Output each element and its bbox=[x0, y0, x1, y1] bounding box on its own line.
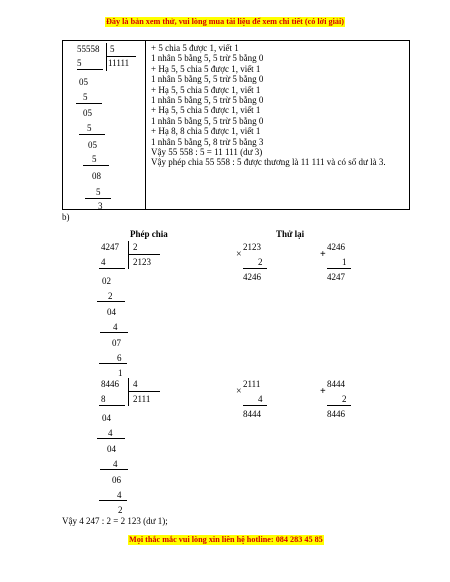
plus-sign: + bbox=[320, 249, 326, 260]
step-line: + Hạ 8, 8 chia 5 được 1, viết 1 bbox=[151, 126, 261, 137]
b1-work-0: 4 bbox=[101, 257, 106, 267]
part-b-label: b) bbox=[62, 212, 70, 222]
step-line: + Hạ 5, 5 chia 5 được 1, viết 1 bbox=[151, 63, 261, 74]
col-header-division: Phép chia bbox=[130, 229, 168, 239]
b2-division-bar bbox=[128, 378, 129, 406]
b1-work-2: 2 bbox=[108, 291, 113, 301]
b2-sub-line bbox=[99, 405, 125, 406]
multiply-sign: × bbox=[236, 249, 242, 260]
step-line: + 5 chia 5 được 1, viết 1 bbox=[151, 43, 239, 53]
m2-line bbox=[243, 405, 267, 406]
b1-work-5: 07 bbox=[112, 338, 121, 348]
a-work-1: 05 bbox=[79, 77, 88, 87]
m2-b: 4 bbox=[258, 394, 263, 404]
a-sub-line bbox=[85, 198, 111, 199]
step-line: 1 nhân 5 bằng 5, 8 trừ 5 bằng 3 bbox=[151, 136, 264, 147]
b1-work-7: 1 bbox=[118, 368, 123, 378]
a-work-3: 05 bbox=[83, 108, 92, 118]
b2-work-2: 4 bbox=[108, 428, 113, 438]
step-line: 1 nhân 5 bằng 5, 5 trừ 5 bằng 0 bbox=[151, 53, 264, 64]
plus-sign: + bbox=[320, 386, 326, 397]
a1-a: 4246 bbox=[327, 242, 345, 252]
b1-work-3: 04 bbox=[107, 307, 116, 317]
a-dividend: 55558 bbox=[77, 44, 100, 54]
a-division-bar bbox=[106, 43, 107, 71]
step-line: Vậy 55 558 : 5 = 11 111 (dư 3) bbox=[151, 147, 263, 158]
b1-sub-line bbox=[99, 268, 125, 269]
a-work-8: 5 bbox=[96, 187, 101, 197]
conclusion-text: Vậy 4 247 : 2 = 2 123 (dư 1); bbox=[62, 516, 168, 526]
a1-result: 4247 bbox=[327, 272, 345, 282]
b2-work-0: 8 bbox=[101, 394, 106, 404]
b1-dividend: 4247 bbox=[101, 242, 119, 252]
a-divisor: 5 bbox=[110, 44, 115, 54]
step-conclusion: Vậy phép chia 55 558 : 5 được thương là 11 111 và có số dư là 3. bbox=[151, 157, 386, 168]
m2-result: 8444 bbox=[243, 409, 261, 419]
step-line: 1 nhân 5 bằng 5, 5 trừ 5 bằng 0 bbox=[151, 74, 264, 85]
step-line: 1 nhân 5 bằng 5, 5 trừ 5 bằng 0 bbox=[151, 95, 264, 106]
b2-quotient-line bbox=[128, 391, 160, 392]
a-work-7: 08 bbox=[92, 171, 101, 181]
a2-a: 8444 bbox=[327, 379, 345, 389]
m1-b: 2 bbox=[258, 257, 263, 267]
a2-result: 8446 bbox=[327, 409, 345, 419]
b2-sub-line bbox=[99, 500, 127, 501]
a-sub-line bbox=[79, 134, 105, 135]
a-work-2: 5 bbox=[83, 92, 88, 102]
a-quotient-line bbox=[106, 56, 136, 57]
b1-sub-line bbox=[99, 363, 127, 364]
b2-work-5: 06 bbox=[112, 475, 121, 485]
step-line: + Hạ 5, 5 chia 5 được 1, viết 1 bbox=[151, 84, 261, 95]
a-sub-line bbox=[76, 103, 102, 104]
step-line: + Hạ 5, 5 chia 5 được 1, viết 1 bbox=[151, 105, 261, 116]
b1-division-bar bbox=[128, 241, 129, 269]
hotline-banner: Mọi thắc mắc vui lòng xin liên hệ hotline: 084 283 45 85 bbox=[129, 535, 323, 544]
b2-sub-line bbox=[100, 469, 128, 470]
a-work-4: 5 bbox=[87, 123, 92, 133]
b1-sub-line bbox=[100, 332, 128, 333]
b2-work-7: 2 bbox=[118, 505, 123, 515]
b2-work-6: 4 bbox=[117, 490, 122, 500]
b1-work-1: 02 bbox=[102, 276, 111, 286]
b1-sub-line bbox=[97, 301, 125, 302]
preview-banner: Đây là bản xem thử, vui lòng mua tài liệu để xem chi tiết (có lời giải) bbox=[106, 17, 345, 26]
m2-a: 2111 bbox=[243, 379, 261, 389]
m1-a: 2123 bbox=[243, 242, 261, 252]
m1-result: 4246 bbox=[243, 272, 261, 282]
a-work-9: 3 bbox=[98, 201, 103, 211]
m1-line bbox=[243, 268, 267, 269]
b2-divisor: 4 bbox=[133, 379, 138, 389]
b1-quotient-line bbox=[128, 254, 160, 255]
b1-quotient: 2123 bbox=[133, 257, 151, 267]
a1-line bbox=[327, 268, 351, 269]
a1-b: 1 bbox=[342, 257, 347, 267]
b2-work-1: 04 bbox=[102, 413, 111, 423]
explanation-steps bbox=[151, 43, 407, 168]
b2-quotient: 2111 bbox=[133, 394, 151, 404]
a-work-0: 5 bbox=[77, 58, 82, 68]
b1-divisor: 2 bbox=[133, 242, 138, 252]
a-quotient: 11111 bbox=[108, 58, 130, 68]
a-sub-line bbox=[77, 69, 103, 70]
a-work-6: 5 bbox=[92, 154, 97, 164]
multiply-sign: × bbox=[236, 386, 242, 397]
b1-work-6: 6 bbox=[117, 353, 122, 363]
b2-sub-line bbox=[97, 438, 125, 439]
table-divider bbox=[145, 41, 146, 209]
col-header-check: Thử lại bbox=[276, 229, 305, 239]
solution-table bbox=[62, 40, 410, 210]
b2-work-3: 04 bbox=[107, 444, 116, 454]
b1-work-4: 4 bbox=[113, 322, 118, 332]
a-work-5: 05 bbox=[88, 140, 97, 150]
a2-b: 2 bbox=[342, 394, 347, 404]
b2-work-4: 4 bbox=[113, 459, 118, 469]
a-sub-line bbox=[83, 165, 109, 166]
b2-dividend: 8446 bbox=[101, 379, 119, 389]
a2-line bbox=[327, 405, 351, 406]
step-line: 1 nhân 5 bằng 5, 5 trừ 5 bằng 0 bbox=[151, 115, 264, 126]
